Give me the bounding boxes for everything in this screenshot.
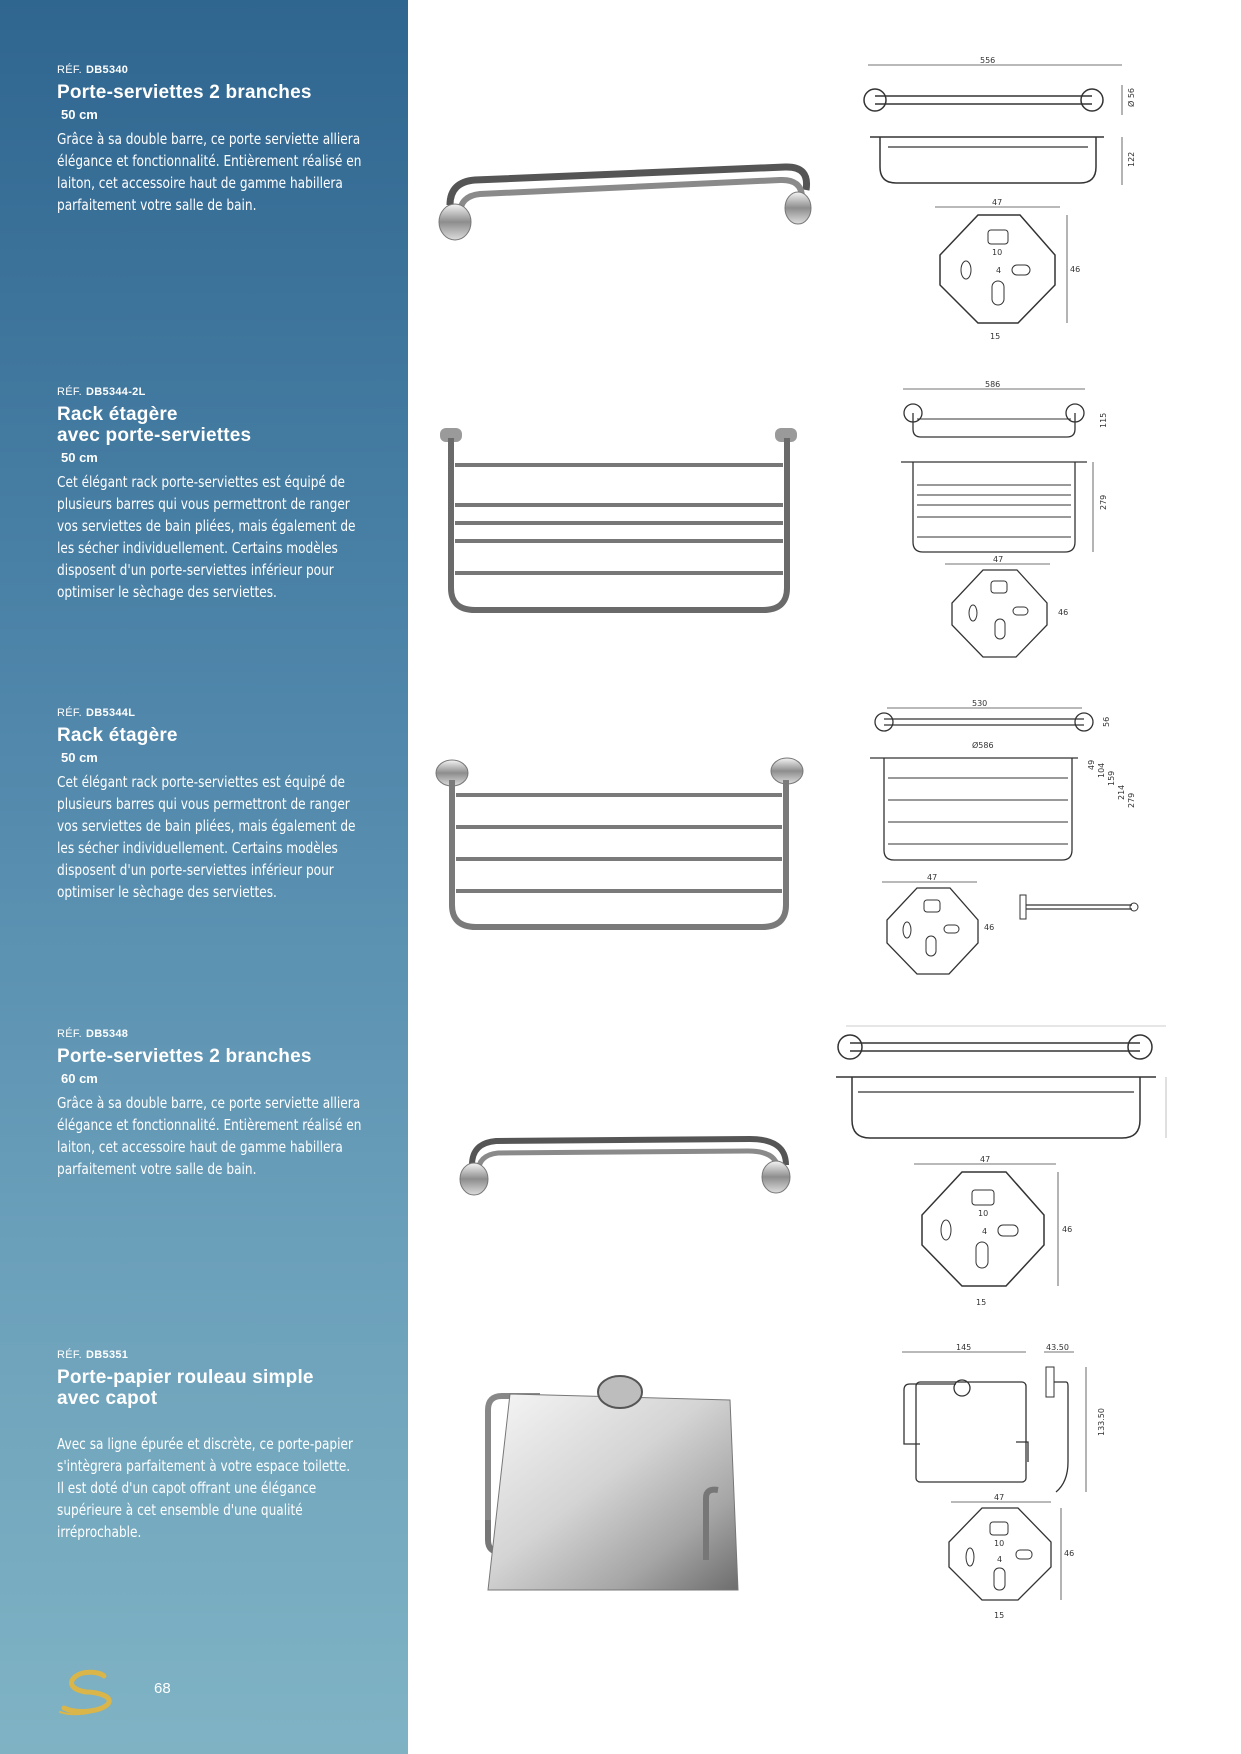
svg-text:47: 47 <box>980 1155 991 1164</box>
product-db5340 <box>57 64 397 216</box>
svg-text:15: 15 <box>994 1611 1005 1620</box>
svg-text:15: 15 <box>990 332 1001 341</box>
svg-text:46: 46 <box>984 923 995 932</box>
svg-text:47: 47 <box>992 198 1003 207</box>
product-db5344-2l <box>57 386 397 603</box>
product-ref: RÉF. DB5344-2L <box>57 386 146 398</box>
product-ref: RÉF. DB5351 <box>57 1349 129 1361</box>
product-ref: RÉF. DB5344L <box>57 707 136 719</box>
product-description: Grâce à sa double barre, ce porte serviette alliera élégance et fonctionnalité. Entièrement réalisé en laiton, cet accessoire haut de gamme habillera parfaitement votre salle de bain. <box>57 130 362 214</box>
svg-text:47: 47 <box>927 873 938 882</box>
drawing-db5348 <box>836 1020 1176 1320</box>
svg-text:47: 47 <box>993 555 1004 564</box>
dim-diameter: Ø 56 <box>1127 87 1136 107</box>
product-title: Rack étagère avec porte-serviettes <box>57 404 252 446</box>
svg-text:279: 279 <box>1099 494 1108 510</box>
svg-text:56: 56 <box>1102 716 1111 727</box>
svg-text:159: 159 <box>1107 770 1116 786</box>
product-db5348 <box>57 1028 397 1180</box>
product-photo-db5351 <box>470 1370 750 1595</box>
svg-text:4: 4 <box>996 266 1002 275</box>
product-db5344l <box>57 707 397 903</box>
svg-text:4: 4 <box>982 1227 988 1236</box>
product-photo-db5344l <box>432 755 812 935</box>
product-size: 50 cm <box>61 107 98 122</box>
svg-text:Ø586: Ø586 <box>972 741 994 750</box>
svg-text:586: 586 <box>985 380 1001 389</box>
svg-text:49: 49 <box>1087 759 1096 770</box>
svg-text:46: 46 <box>1062 1225 1073 1234</box>
product-size: 60 cm <box>61 1071 98 1086</box>
product-title: Porte-serviettes 2 branches <box>57 1046 312 1067</box>
drawing-db5344-2l <box>895 377 1135 667</box>
drawing-db5340 <box>860 55 1160 345</box>
svg-text:115: 115 <box>1099 412 1108 428</box>
svg-text:530: 530 <box>972 699 988 708</box>
drawing-db5351 <box>896 1342 1146 1642</box>
product-description: Cet élégant rack porte-serviettes est équipé de plusieurs barres qui vous permettront de ranger vos serviettes de bain pliées, mais également de les sécher individuellement. Certains modèles disposent d'un porte-serviettes inférieur pour optimiser le sèchage des serviettes. <box>57 773 356 901</box>
svg-text:43.50: 43.50 <box>1046 1343 1069 1352</box>
product-photo-db5340 <box>430 150 810 250</box>
product-ref: RÉF. DB5340 <box>57 64 129 76</box>
svg-text:10: 10 <box>992 248 1003 257</box>
svg-text:10: 10 <box>978 1209 989 1218</box>
product-ref: RÉF. DB5348 <box>57 1028 129 1040</box>
product-description: Grâce à sa double barre, ce porte serviette alliera élégance et fonctionnalité. Entièrement réalisé en laiton, cet accessoire haut de gamme habillera parfaitement votre salle de bain. <box>57 1094 362 1178</box>
product-description: Cet élégant rack porte-serviettes est équipé de plusieurs barres qui vous permettront de ranger vos serviettes de bain pliées, mais également de les sécher individuellement. Certains modèles disposent d'un porte-serviettes inférieur pour optimiser le sèchage des serviettes. <box>57 473 356 601</box>
svg-text:214: 214 <box>1117 784 1126 800</box>
svg-text:47: 47 <box>994 1493 1005 1502</box>
svg-text:10: 10 <box>994 1539 1005 1548</box>
svg-text:279: 279 <box>1127 792 1136 808</box>
svg-text:4: 4 <box>997 1555 1003 1564</box>
svg-text:15: 15 <box>976 1298 987 1307</box>
product-photo-db5348 <box>450 1125 800 1195</box>
brand-logo <box>56 1668 116 1716</box>
product-title: Rack étagère <box>57 725 178 746</box>
page-number: 68 <box>154 1680 171 1697</box>
product-size <box>61 1413 397 1427</box>
svg-text:46: 46 <box>1058 608 1069 617</box>
drawing-db5344l <box>862 700 1162 990</box>
product-size: 50 cm <box>61 750 98 765</box>
product-db5351 <box>57 1349 397 1543</box>
product-description: Avec sa ligne épurée et discrète, ce porte-papier s'intègrera parfaitement à votre espace toilette. Il est doté d'un capot offrant une élégance supérieure à cet ensemble d'une qualité irréprochable. <box>57 1435 353 1541</box>
product-title: Porte-serviettes 2 branches <box>57 82 312 103</box>
svg-text:46: 46 <box>1070 265 1081 274</box>
svg-text:46: 46 <box>1064 1549 1075 1558</box>
svg-text:104: 104 <box>1097 762 1106 778</box>
dim-height: 122 <box>1127 151 1136 167</box>
svg-text:133.50: 133.50 <box>1097 1408 1106 1436</box>
dim-width: 556 <box>980 56 996 65</box>
svg-text:145: 145 <box>956 1343 972 1352</box>
product-size: 50 cm <box>61 450 98 465</box>
product-photo-db5344-2l <box>435 428 815 618</box>
product-title: Porte-papier rouleau simple avec capot <box>57 1367 314 1409</box>
